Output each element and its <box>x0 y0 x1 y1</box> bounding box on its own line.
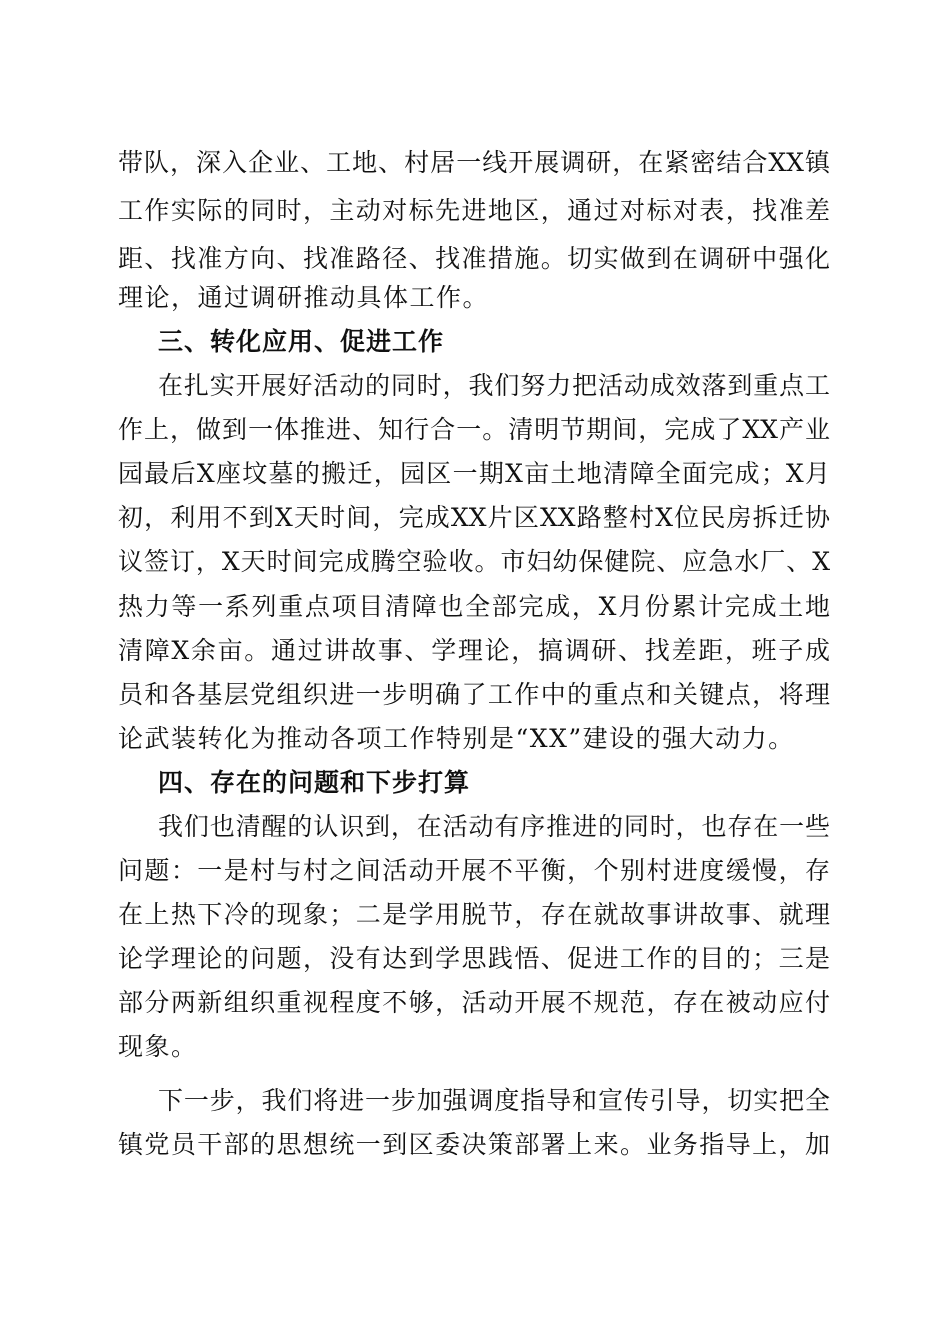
para4-line-2: 镇党员干部的思想统一到区委决策部署上来。业务指导上，加 <box>118 1130 830 1159</box>
para2-line-2: 作上，做到一体推进、知行合一。清明节期间，完成了XX产业 <box>118 415 830 444</box>
para2-line-4: 初，利用不到X天时间，完成XX片区XX路整村X位民房拆迁协 <box>118 503 830 532</box>
para1-line-2: 工作实际的同时，主动对标先进地区，通过对标对表，找准差 <box>118 196 830 225</box>
para3-line-4: 论学理论的问题，没有达到学思践悟、促进工作的目的；三是 <box>118 944 830 973</box>
para1-line-1: 带队，深入企业、工地、村居一线开展调研，在紧密结合XX镇 <box>118 148 830 177</box>
para2-line-9: 论武装转化为推动各项工作特别是“XX”建设的强大动力。 <box>118 724 795 753</box>
para2-line-1: 在扎实开展好活动的同时，我们努力把活动成效落到重点工 <box>158 371 830 400</box>
section-heading-4: 四、存在的问题和下步打算 <box>158 768 471 797</box>
para2-line-7: 清障X余亩。通过讲故事、学理论，搞调研、找差距，班子成 <box>118 636 830 665</box>
para3-line-6: 现象。 <box>118 1032 198 1061</box>
para3-line-3: 在上热下冷的现象；二是学用脱节，存在就故事讲故事、就理 <box>118 900 830 929</box>
para3-line-5: 部分两新组织重视程度不够，活动开展不规范，存在被动应付 <box>118 988 830 1017</box>
para4-line-1: 下一步，我们将进一步加强调度指导和宣传引导，切实把全 <box>158 1086 830 1115</box>
para1-line-3: 距、找准方向、找准路径、找准措施。切实做到在调研中强化 <box>118 244 830 273</box>
para2-line-5: 议签订，X天时间完成腾空验收。市妇幼保健院、应急水厂、X <box>118 547 830 576</box>
para2-line-8: 员和各基层党组织进一步明确了工作中的重点和关键点，将理 <box>118 680 830 709</box>
para3-line-2: 问题：一是村与村之间活动开展不平衡，个别村进度缓慢，存 <box>118 856 830 885</box>
para2-line-3: 园最后X座坟墓的搬迁，园区一期X亩土地清障全面完成；X月 <box>118 459 830 488</box>
para2-line-6: 热力等一系列重点项目清障也全部完成，X月份累计完成土地 <box>118 592 830 621</box>
para3-line-1: 我们也清醒的认识到，在活动有序推进的同时，也存在一些 <box>158 812 830 841</box>
para1-line-4: 理论，通过调研推动具体工作。 <box>118 283 490 312</box>
section-heading-3: 三、转化应用、促进工作 <box>158 327 445 356</box>
